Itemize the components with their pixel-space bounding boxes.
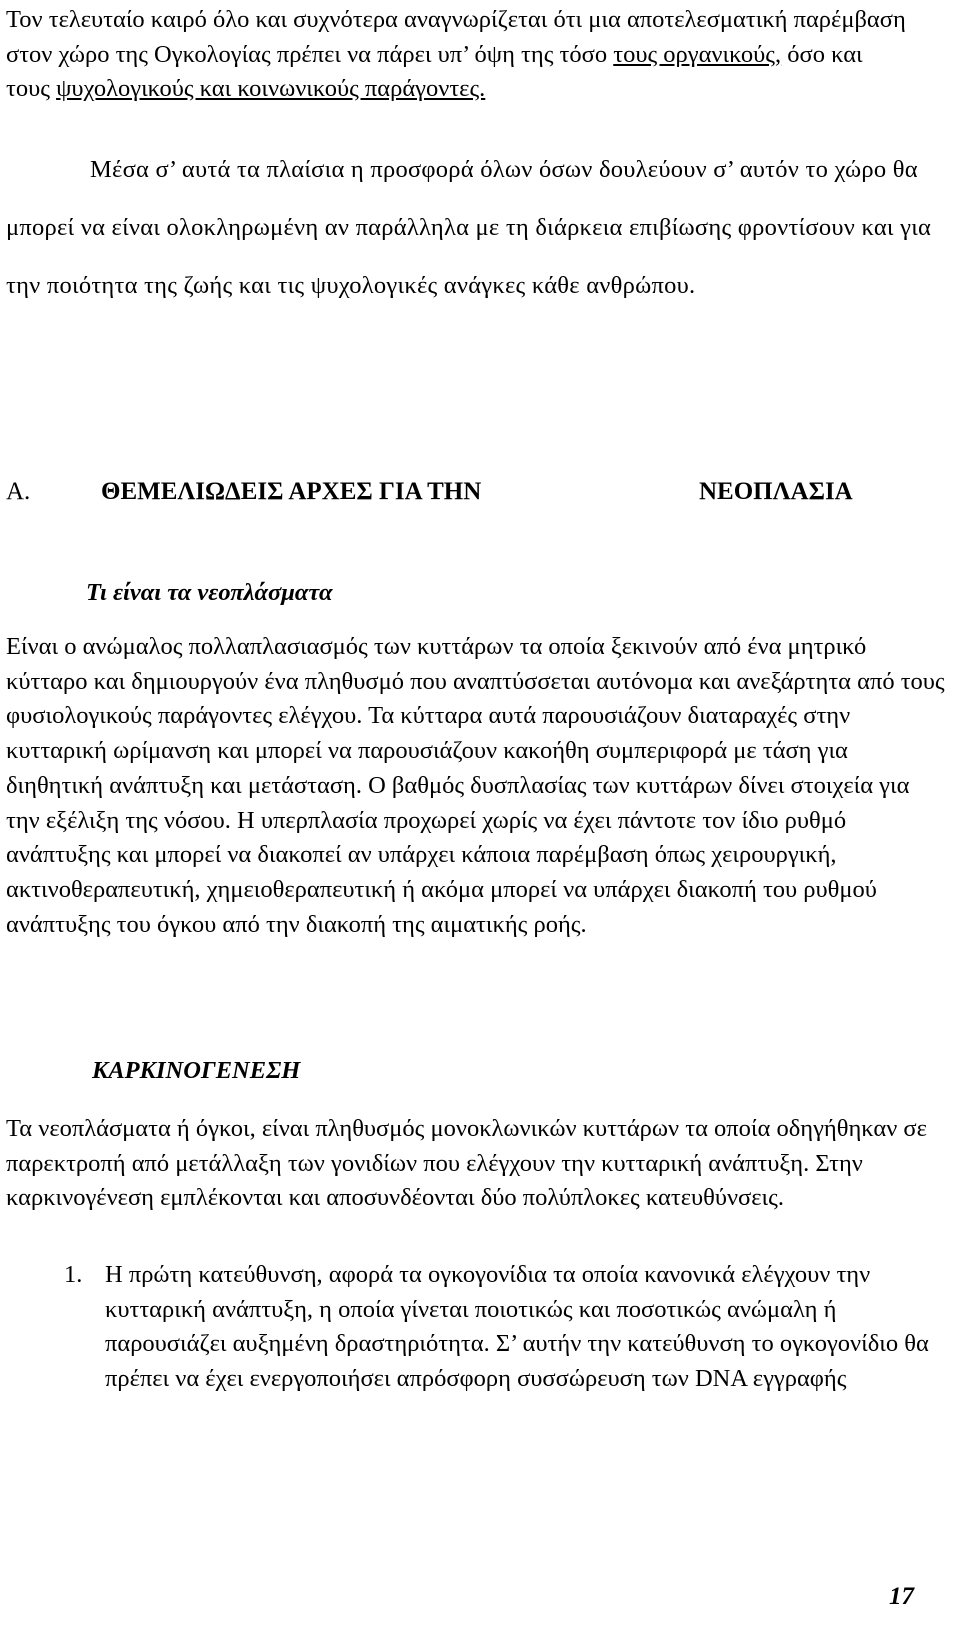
framework-rest: αυτόν το χώρο θα μπορεί να είναι ολοκληρωμένη αν παράλληλα με τη διάρκεια επιβίωσης φροντίσουν και για την ποιότητα της ζωής και τις ψυχολογικές ανάγκες κάθε ανθρώπου. <box>6 156 932 299</box>
subheading-neoplasms: Τι είναι τα νεοπλάσματα <box>86 579 333 606</box>
intro-text-1: Τον τελευταίο καιρό όλο και συχνότερα αναγνωρίζεται ότι μια αποτελεσματική παρέμβαση στον χώρο της Ογκολογίας πρέπει να πάρει υπ’ όψη της τόσο <box>6 6 906 68</box>
section-number: Α. <box>6 478 31 505</box>
framework-paragraph <box>6 141 954 315</box>
framework-first-line: Μέσα σ’ αυτά τα πλαίσια η προσφορά όλων όσων δουλεύουν σ’ <box>90 156 734 183</box>
list-item-text: Η πρώτη κατεύθυνση, αφορά τα ογκογονίδια τα οποία κανονικά ελέγχουν την κυτταρική ανάπτυξη, η οποία γίνεται ποιοτικώς και ποσοτικώς ανώμαλη ή παρουσιάζει αυξημένη δραστηριότητα. Σ’ αυτήν την κατεύθυνση το ογκογονίδιο θα πρέπει να έχει ενεργοποιήσει απρόσφορη συσσώρευση των DNA εγγραφής <box>105 1261 929 1393</box>
intro-text-2: όσο και τους <box>6 40 863 102</box>
intro-underlined-organic: τους οργανικούς, <box>613 40 782 68</box>
page-number: 17 <box>889 1583 914 1610</box>
intro-paragraph <box>6 3 906 107</box>
neoplasms-paragraph: Είναι ο ανώμαλος πολλαπλασιασμός των κυττάρων τα οποία ξεκινούν από ένα μητρικό κύτταρο και δημιουργούν ένα πληθυσμό που αναπτύσσεται αυτόνομα και ανεξάρτητα από τους φυσιολογικούς παράγοντες ελέγχου. Τα κύτταρα αυτά παρουσιάζουν διαταραχές στην κυτταρική ωρίμανση και μπορεί να παρουσιάζουν κακοήθη συμπεριφορά με τάση για διηθητική ανάπτυξη και μετάσταση. Ο βαθμός δυσπλασίας των κυττάρων δίνει στοιχεία για την εξέλιξη της νόσου. Η υπερπλασία προχωρεί χωρίς να έχει πάντοτε τον ίδιο ρυθμό ανάπτυξης και μπορεί να διακοπεί αν υπάρχει κάποια παρέμβαση όπως χειρουργική, ακτινοθεραπευτική, χημειοθεραπευτική ή ακόμα μπορεί να υπάρχει διακοπή του ρυθμού ανάπτυξης του όγκου από την διακοπή της αιματικής ροής. <box>6 633 945 938</box>
carcinogenesis-paragraph: Τα νεοπλάσματα ή όγκοι, είναι πληθυσμός μονοκλωνικών κυττάρων τα οποία οδηγήθηκαν σε παρεκτροπή από μετάλλαξη των γονιδίων που ελέγχουν την κυτταρική ανάπτυξη. Στην καρκινογένεση εμπλέκονται και αποσυνδέονται δύο πολύπλοκες κατευθύνσεις. <box>6 1115 927 1212</box>
section-title-part2: ΝΕΟΠΛΑΣΙΑ <box>699 478 853 505</box>
list-item-number: 1. <box>64 1261 83 1288</box>
section-heading <box>6 478 936 512</box>
section-title-part1: ΘΕΜΕΛΙΩΔΕΙΣ ΑΡΧΕΣ ΓΙΑ ΤΗΝ <box>101 478 482 505</box>
subheading-carcinogenesis: ΚΑΡΚΙΝΟΓΕΝΕΣΗ <box>92 1057 301 1084</box>
intro-underlined-psychosocial: ψυχολογικούς και κοινωνικούς παράγοντες. <box>56 75 486 102</box>
